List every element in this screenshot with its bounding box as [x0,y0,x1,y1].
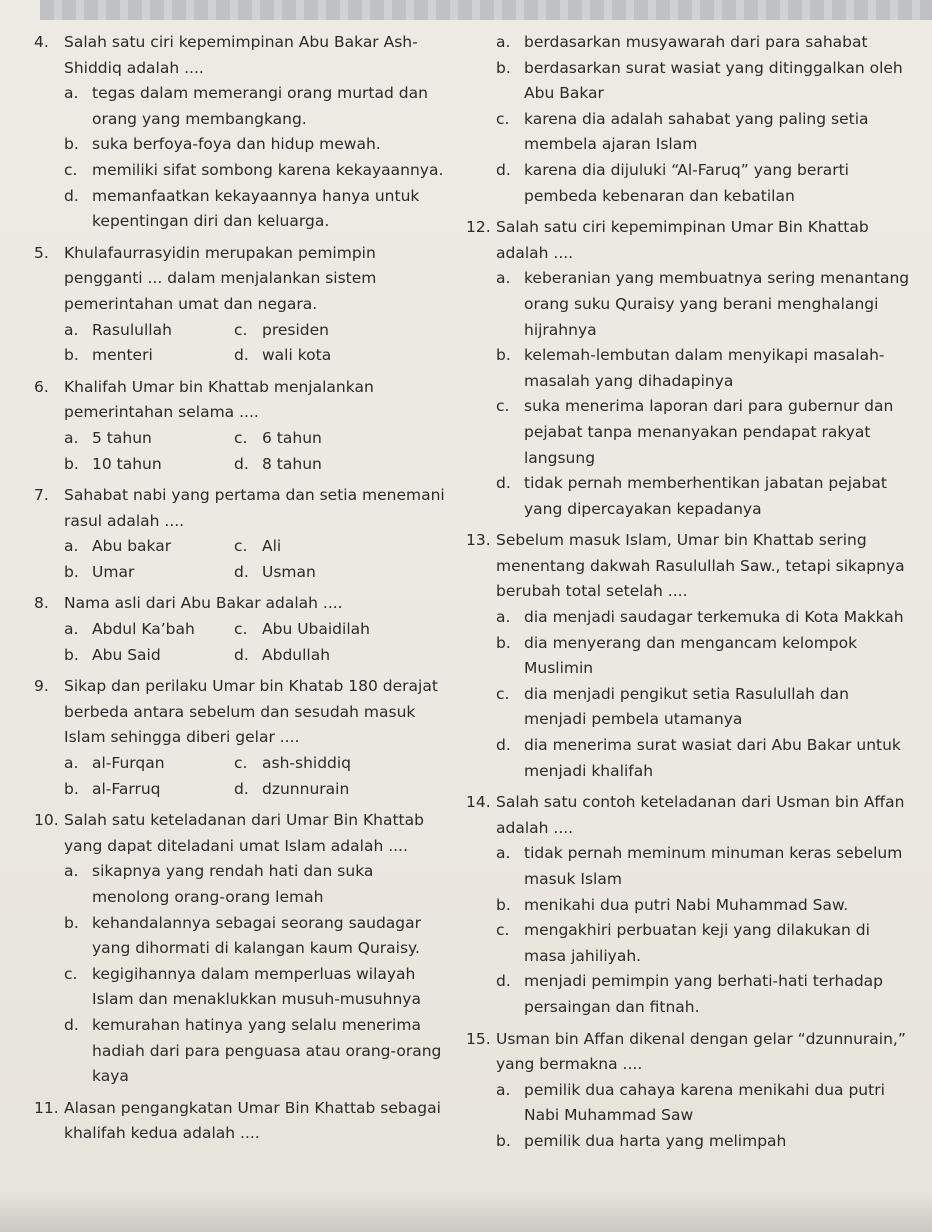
answer-option [64,617,234,643]
answer-option [64,452,234,478]
option-text: ash-shiddiq [262,754,352,773]
answer-option [234,343,454,369]
option-letter: a. [64,537,79,556]
option-text: menikahi dua putri Nabi Muhammad Saw. [524,895,849,914]
answer-option [64,859,454,910]
answer-option [64,643,234,669]
question-stem [466,215,916,266]
question-number: 11. [34,1098,59,1117]
answer-option [64,343,234,369]
question-stem [34,1096,454,1147]
question-number: 8. [34,594,49,613]
question-q4 [34,30,454,235]
option-text: presiden [262,320,329,339]
question-text: Khalifah Umar bin Khattab menjalankan pemerintahan selama .... [64,377,374,422]
left-column [34,30,454,1153]
option-letter: c. [496,397,510,416]
answer-option [234,751,454,777]
option-letter: a. [496,608,511,627]
option-letter: c. [234,320,248,339]
question-text: Nama asli dari Abu Bakar adalah .... [64,594,343,613]
option-letter: b. [64,645,79,664]
answer-options [64,426,454,477]
question-text: Salah satu ciri kepemimpinan Umar Bin Khattab adalah .... [496,218,869,262]
question-stem [34,483,454,534]
question-q9 [34,674,454,802]
option-text: pemilik dua harta yang melimpah [524,1131,787,1150]
option-letter: a. [496,1080,511,1099]
answer-option [234,452,454,478]
bottom-edge-shadow [0,1192,932,1232]
question-text: Usman bin Affan dikenal dengan gelar “dzunnurain,” yang bermakna .... [496,1029,906,1074]
option-text: tidak pernah memberhentikan jabatan pejabat yang dipercayakan kepadanya [524,474,887,518]
option-letter: a. [64,862,79,881]
question-text: Salah satu contoh keteladanan dari Usman bin Affan adalah .... [496,793,905,837]
option-text: menteri [92,346,153,365]
option-text: kemurahan hatinya yang selalu menerima hadiah dari para penguasa atau orang-orang kaya [92,1015,442,1086]
option-text: Abu Ubaidilah [262,620,370,639]
option-letter: a. [496,269,511,288]
option-text: Usman [262,562,316,581]
answer-option [64,318,234,344]
question-stem [34,674,454,751]
question-stem [34,375,454,426]
option-letter: b. [64,913,79,932]
option-letter: a. [64,754,79,773]
option-letter: c. [496,109,510,128]
option-letter: d. [64,186,79,205]
option-text: kelemah-lembutan dalam menyikapi masalah-masalah yang dihadapinya [524,346,885,390]
option-text: menjadi pemimpin yang berhati-hati terhadap persaingan dan fitnah. [524,972,883,1016]
option-letter: d. [234,346,249,365]
answer-option [234,318,454,344]
option-text: 6 tahun [262,428,322,447]
option-letter: d. [496,160,511,179]
answer-option [496,1129,916,1155]
option-text: 5 tahun [92,428,152,447]
question-number: 5. [34,243,49,262]
answer-options [64,617,454,668]
question-q11 [34,1096,454,1147]
option-text: tidak pernah meminum minuman keras sebelum masuk Islam [524,844,903,888]
answer-option [234,426,454,452]
option-letter: a. [64,84,79,103]
answer-option [64,81,454,132]
question-stem [34,30,454,81]
answer-option [496,969,916,1020]
answer-option [496,918,916,969]
question-stem [34,591,454,617]
answer-option [496,343,916,394]
top-edge-pattern [40,0,932,20]
answer-option [64,560,234,586]
question-q12 [466,215,916,522]
answer-options [64,751,454,802]
option-text: kegigihannya dalam memperluas wilayah Islam dan menaklukkan musuh-musuhnya [92,964,421,1009]
answer-option [496,30,916,56]
option-letter: a. [64,620,79,639]
option-letter: b. [64,454,79,473]
option-letter: a. [496,33,511,51]
option-text: pemilik dua cahaya karena menikahi dua putri Nabi Muhammad Saw [524,1080,885,1125]
option-text: 8 tahun [262,454,322,473]
option-letter: d. [496,736,511,755]
option-text: Abu Said [92,645,161,664]
answer-option [234,777,454,803]
option-letter: c. [496,684,510,703]
option-letter: c. [234,428,248,447]
option-text: al-Furqan [92,754,165,773]
question-stem [466,790,916,841]
option-text: dia menjadi pengikut setia Rasulullah dan menjadi pembela utamanya [524,684,849,729]
answer-option [496,56,916,107]
answer-options [496,266,916,522]
question-stem [466,1027,916,1078]
option-letter: c. [234,537,248,556]
answer-option [64,777,234,803]
question-q13 [466,528,916,784]
option-text: al-Farruq [92,779,161,798]
answer-options [64,534,454,585]
option-letter: c. [234,620,248,639]
option-letter: b. [496,633,511,652]
option-text: Abdul Ka’bah [92,620,195,639]
option-text: kehandalannya sebagai seorang saudagar yang dihormati di kalangan kaum Quraisy. [92,913,422,958]
answer-option [64,132,454,158]
question-text: Sebelum masuk Islam, Umar bin Khattab sering menentang dakwah Rasulullah Saw., tetapi sikapnya berubah total setelah .... [496,531,905,601]
question-number: 13. [466,531,491,550]
answer-option [496,841,916,892]
answer-options [496,30,916,209]
question-number: 15. [466,1029,491,1048]
option-text: karena dia adalah sahabat yang paling setia membela ajaran Islam [524,109,869,154]
question-q10 [34,808,454,1090]
question-text: Sikap dan perilaku Umar bin Khatab 180 derajat berbeda antara sebelum dan sesudah masuk Islam sehingga diberi gelar .... [64,677,438,747]
answer-option [496,631,916,682]
option-text: Abu bakar [92,537,172,556]
option-text: dzunnurain [262,779,350,798]
answer-option [234,534,454,560]
question-text: Salah satu keteladanan dari Umar Bin Khattab yang dapat diteladani umat Islam adalah .... [64,811,424,855]
answer-options [64,859,454,1089]
option-letter: b. [64,779,79,798]
option-text: mengakhiri perbuatan keji yang dilakukan di masa jahiliyah. [524,921,870,965]
option-letter: d. [234,454,249,473]
option-letter: a. [64,320,79,339]
option-text: dia menjadi saudagar terkemuka di Kota Makkah [524,608,904,627]
option-letter: d. [64,1015,79,1034]
option-text: dia menyerang dan mengancam kelompok Muslimin [524,633,858,678]
question-q8 [34,591,454,668]
option-text: memiliki sifat sombong karena kekayaannya. [92,160,444,179]
option-text: Rasulullah [92,320,172,339]
question-stem [466,528,916,605]
answer-options [64,81,454,235]
answer-option [234,617,454,643]
answer-option [64,426,234,452]
option-text: sikapnya yang rendah hati dan suka menolong orang-orang lemah [92,862,374,906]
answer-option [496,471,916,522]
option-letter: c. [64,160,78,179]
question-number: 14. [466,793,491,812]
question-text: Alasan pengangkatan Umar Bin Khattab sebagai khalifah kedua adalah .... [64,1098,441,1143]
option-letter: b. [496,1131,511,1150]
question-number: 6. [34,377,49,396]
answer-option [64,911,454,962]
answer-option [64,534,234,560]
option-letter: d. [496,972,511,991]
option-letter: b. [64,562,79,581]
question-q11-cont [466,30,916,209]
option-letter: b. [496,58,511,77]
answer-option [496,682,916,733]
option-letter: b. [64,135,79,154]
option-text: berdasarkan musyawarah dari para sahabat [524,33,868,51]
question-number: 10. [34,811,59,830]
question-number: 7. [34,486,49,505]
answer-option [64,1013,454,1090]
question-number: 4. [34,33,49,51]
option-text: Ali [262,537,282,556]
answer-options [496,1078,916,1155]
option-letter: b. [496,346,511,365]
question-text: Sahabat nabi yang pertama dan setia menemani rasul adalah .... [64,486,445,530]
answer-options [496,841,916,1020]
option-letter: d. [234,779,249,798]
question-q14 [466,790,916,1020]
answer-option [64,158,454,184]
answer-option [234,560,454,586]
option-text: Umar [92,562,135,581]
answer-option [496,893,916,919]
option-text: karena dia dijuluki “Al-Faruq” yang berarti pembeda kebenaran dan kebatilan [524,160,849,205]
option-text: tegas dalam memerangi orang murtad dan orang yang membangkang. [92,84,428,128]
answer-option [64,751,234,777]
option-letter: a. [496,844,511,863]
answer-option [496,733,916,784]
question-q7 [34,483,454,585]
question-text: Khulafaurrasyidin merupakan pemimpin pengganti ... dalam menjalankan sistem pemerintahan umat dan negara. [64,243,377,313]
answer-option [496,394,916,471]
answer-option [64,184,454,235]
option-letter: c. [496,921,510,940]
option-text: 10 tahun [92,454,162,473]
option-letter: a. [64,428,79,447]
option-text: memanfaatkan kekayaannya hanya untuk kepentingan diri dan keluarga. [92,186,420,231]
question-stem [34,808,454,859]
answer-options [496,605,916,784]
question-number: 9. [34,677,49,696]
answer-option [496,1078,916,1129]
option-letter: d. [496,474,511,493]
option-text: keberanian yang membuatnya sering menantang orang suku Quraisy yang berani menghalangi hijrahnya [524,269,910,339]
option-letter: c. [64,964,78,983]
option-text: berdasarkan surat wasiat yang ditinggalkan oleh Abu Bakar [524,58,903,103]
question-q5 [34,241,454,369]
question-number: 12. [466,218,491,237]
option-text: dia menerima surat wasiat dari Abu Bakar untuk menjadi khalifah [524,736,901,780]
answer-option [496,605,916,631]
option-letter: b. [64,346,79,365]
option-letter: b. [496,895,511,914]
right-column [466,30,916,1161]
option-letter: d. [234,562,249,581]
option-letter: d. [234,645,249,664]
answer-option [496,158,916,209]
option-text: suka menerima laporan dari para gubernur dan pejabat tanpa menanyakan pendapat rakyat langsung [524,397,894,467]
option-letter: c. [234,754,248,773]
question-text: Salah satu ciri kepemimpinan Abu Bakar Ash-Shiddiq adalah .... [64,33,418,77]
answer-options [64,318,454,369]
question-q6 [34,375,454,477]
answer-option [234,643,454,669]
answer-option [496,107,916,158]
question-q15 [466,1027,916,1155]
answer-option [64,962,454,1013]
answer-option [496,266,916,343]
question-stem [34,241,454,318]
option-text: wali kota [262,346,332,365]
option-text: suka berfoya-foya dan hidup mewah. [92,135,381,154]
option-text: Abdullah [262,645,331,664]
